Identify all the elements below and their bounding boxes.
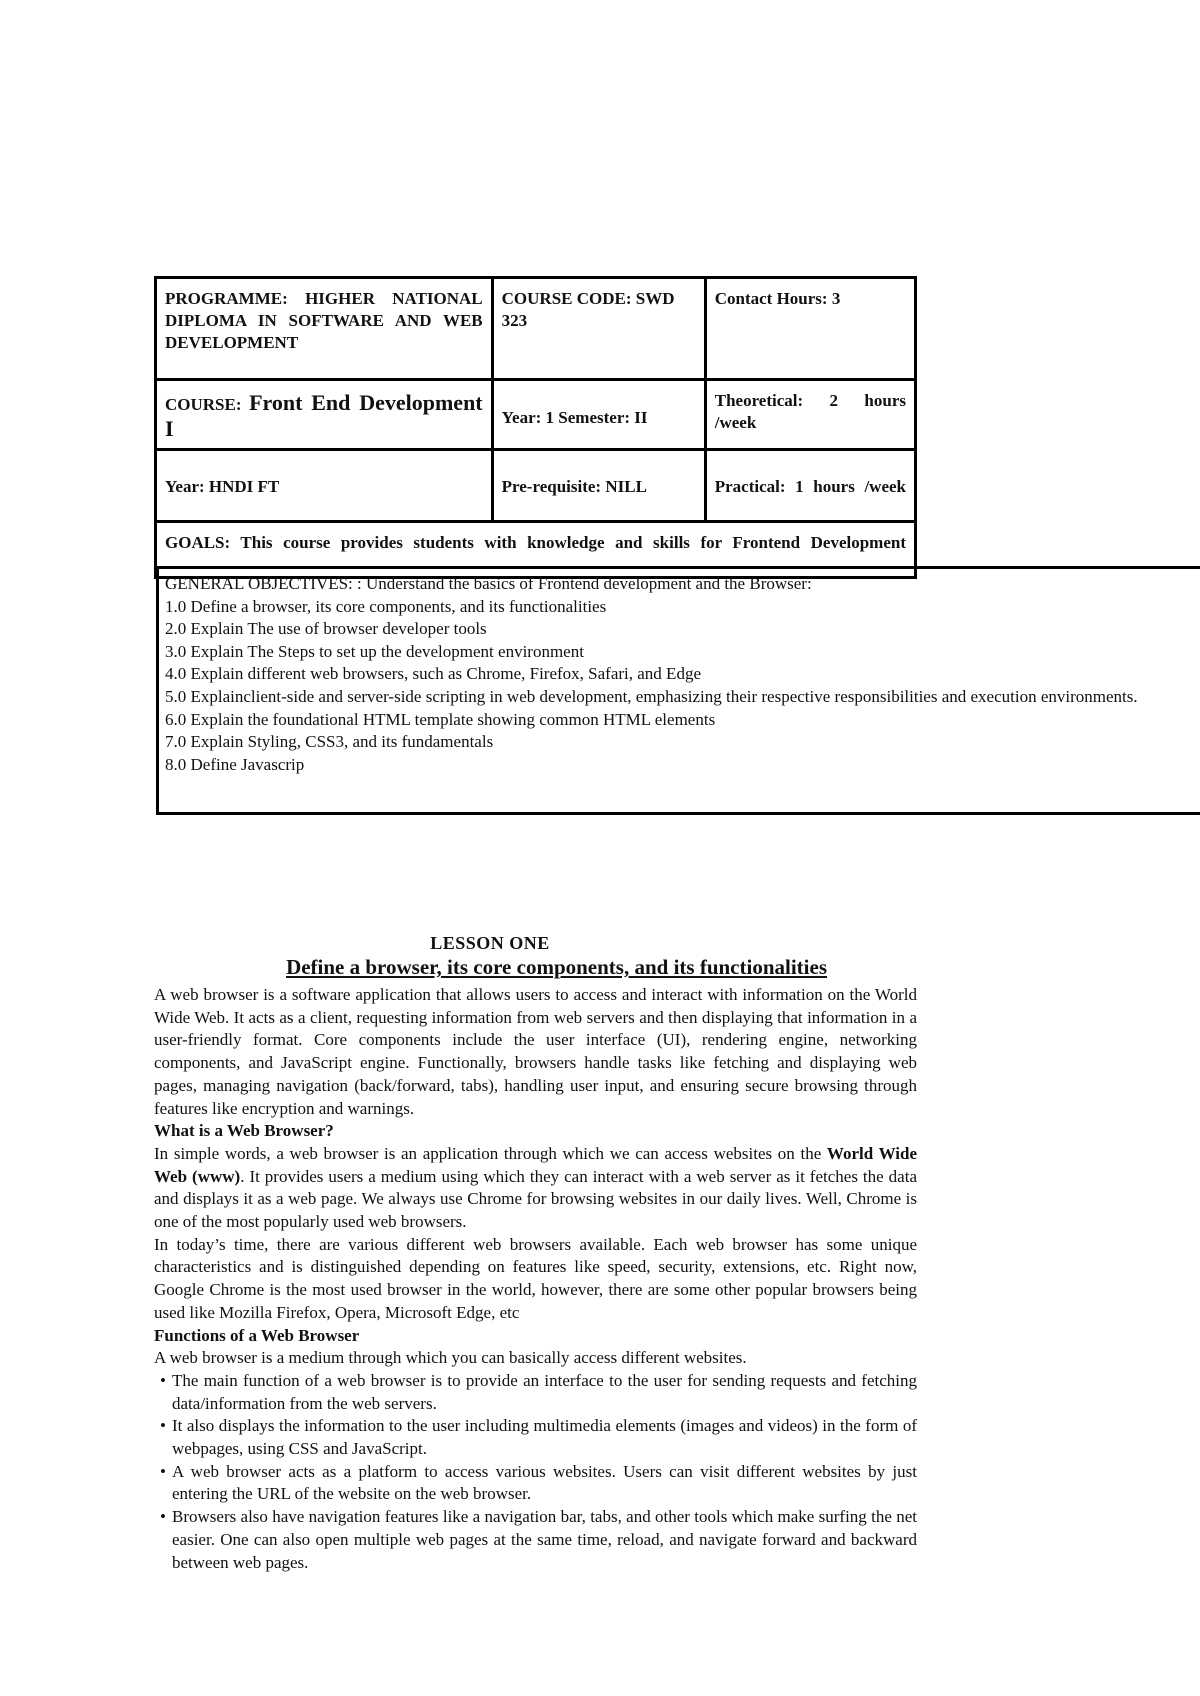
practical-cell	[705, 450, 915, 522]
functions-list	[154, 1370, 917, 1574]
lesson-title	[154, 955, 917, 980]
theoretical-text: Theoretical: 2 hours /week	[714, 391, 906, 432]
year-cell	[156, 450, 493, 522]
list-item	[154, 1370, 917, 1415]
what-p1-start: In simple words, a web browser is an application through which we can access websites on the	[154, 1143, 827, 1163]
functions-heading: Functions of a Web Browser	[154, 1325, 360, 1345]
intro-paragraph: A web browser is a software application that allows users to access and interact with information on the World Wide Web. It acts as a client, requesting information from web servers and then displaying that information in a user-friendly format. Core components include the user interface (UI), rendering engine, networking components, and JavaScript engine. Functionally, browsers handle tasks like fetching and displaying web pages, managing navigation (back/forward, tabs), handling user input, and ensuring secure browsing through features like encryption and warnings.	[154, 985, 917, 1118]
course-code-text: COURSE CODE: SWD 323	[501, 289, 675, 330]
prerequisite-text: Pre-requisite: NILL	[501, 477, 647, 496]
theoretical-cell	[705, 380, 915, 450]
www-term: World Wide Web (www)	[154, 1143, 917, 1186]
lesson-heading: LESSON ONE	[430, 933, 550, 953]
objective-item: 4.0 Explain different web browsers, such as Chrome, Firefox, Safari, and Edge	[165, 664, 701, 684]
objective-item: 6.0 Explain the foundational HTML template showing common HTML elements	[165, 709, 716, 729]
what-p1-end: . It provides users a medium using which they can interact with a web server as it fetches the data and displays it as a web page. We always use Chrome for browsing websites in our daily lives. Well, Chrome is one of the most popularly used web browsers.	[154, 1166, 917, 1232]
list-item-text: It also displays the information to the user including multimedia elements (images and videos) in the form of webpages, using CSS and JavaScript.	[172, 1416, 917, 1459]
contact-hours-cell	[705, 278, 915, 380]
objective-item: 1.0 Define a browser, its core components, and its functionalities	[165, 596, 607, 616]
course-code-cell	[492, 278, 705, 380]
year-semester-cell	[492, 380, 705, 450]
objective-item: 8.0 Define Javascrip	[165, 754, 305, 774]
course-cell	[156, 380, 493, 450]
list-item-text: The main function of a web browser is to provide an interface to the user for sending requests and fetching data/information from the web servers.	[172, 1370, 917, 1413]
list-item-text: A web browser acts as a platform to access various websites. Users can visit different websites by just entering the URL of the website on the web browser.	[172, 1461, 917, 1504]
general-objectives-box	[156, 566, 1200, 815]
what-paragraph-1	[154, 1143, 917, 1234]
course-name-line	[165, 390, 483, 442]
bullet-icon: •	[160, 1461, 166, 1481]
bullet-icon: •	[160, 1370, 166, 1390]
list-item-text: Browsers also have navigation features like a navigation bar, tabs, and other tools which make surfing the net easier. One can also open multiple web pages at the same time, reload, and navigate forward and backward between web pages.	[172, 1507, 917, 1572]
lesson-body	[154, 984, 917, 1574]
bullet-icon: •	[160, 1507, 166, 1527]
objective-item: 7.0 Explain Styling, CSS3, and its fundamentals	[165, 732, 494, 752]
bullet-icon: •	[160, 1416, 166, 1436]
contact-hours-text: Contact Hours: 3	[714, 289, 841, 308]
functions-intro: A web browser is a medium through which you can basically access different websites.	[154, 1348, 747, 1368]
what-heading: What is a Web Browser?	[154, 1121, 334, 1141]
course-name: Front End Development I	[165, 390, 483, 441]
practical-text: Practical: 1 hours /week	[714, 477, 906, 496]
programme-text: PROGRAMME: HIGHER NATIONAL DIPLOMA IN SOFTWARE AND WEB DEVELOPMENT	[165, 289, 483, 352]
objective-item: 3.0 Explain The Steps to set up the development environment	[165, 641, 584, 661]
programme-cell	[156, 278, 493, 380]
what-paragraph-2: In today’s time, there are various different web browsers available. Each web browser has some unique characteristics and is distinguished depending on features like speed, security, extensions, etc. Right now, Google Chrome is the most used browser in the world, however, there are some other popular browsers being used like Mozilla Firefox, Opera, Microsoft Edge, etc	[154, 1234, 917, 1322]
lesson-title-text: Define a browser, its core components, and its functionalities	[286, 955, 827, 979]
list-item	[154, 1415, 917, 1460]
list-item	[154, 1461, 917, 1506]
prerequisite-cell	[492, 450, 705, 522]
course-label: COURSE:	[165, 395, 250, 414]
objectives-intro: GENERAL OBJECTIVES: : Understand the basics of Frontend development and the Browser:	[165, 574, 812, 593]
course-info-table	[154, 276, 917, 579]
goals-text: GOALS: This course provides students with knowledge and skills for Frontend Development	[165, 533, 906, 552]
list-item	[154, 1506, 917, 1574]
objective-item: 5.0 Explainclient-side and server-side scripting in web development, emphasizing their respective responsibilities and execution environments.	[165, 686, 1138, 706]
objective-item: 2.0 Explain The use of browser developer tools	[165, 619, 487, 639]
year-semester-text: Year: 1 Semester: II	[501, 408, 648, 427]
year-text: Year: HNDI FT	[165, 477, 280, 496]
